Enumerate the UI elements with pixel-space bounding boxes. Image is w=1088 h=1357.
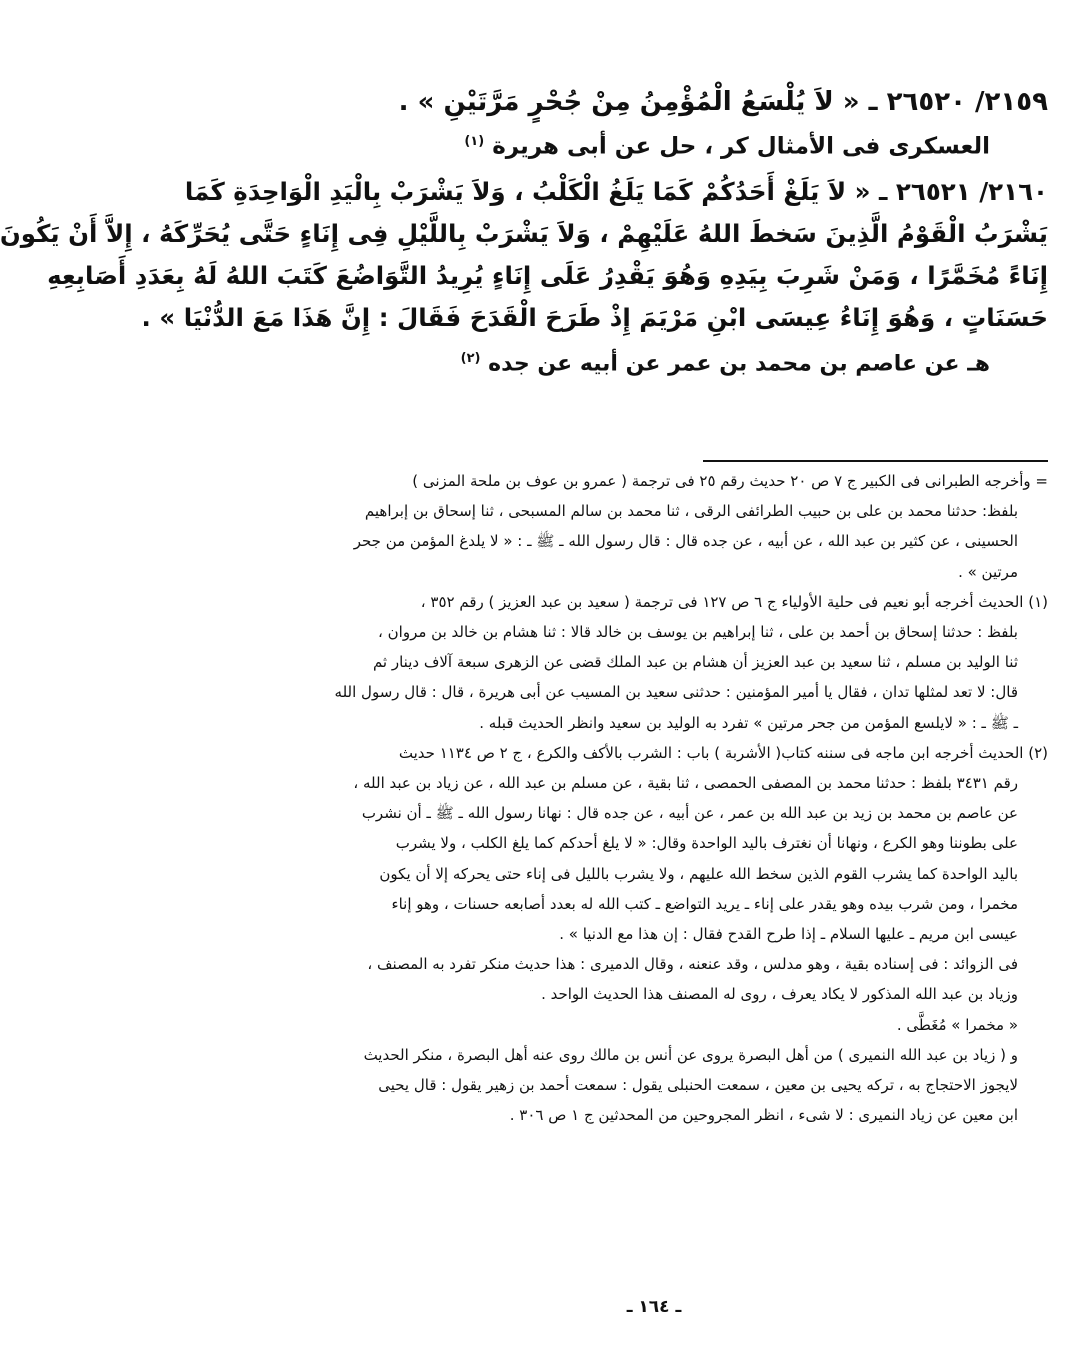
footnote-line: وزياد بن عبد الله المذكور لا يكاد يعرف ، روى له المصنف هذا الحديث الواحد . (541, 985, 1018, 1004)
footnote-ref-1: (١) (464, 134, 485, 149)
hadith-2160 (0, 171, 1048, 339)
footnote-line: و ( زياد بن عبد الله النميرى ) من أهل البصرة يروى عن أنس بن مالك روى عنه أهل البصرة ، منكر الحديث (363, 1045, 1018, 1064)
footnote-line: على بطوننا وهو الكرع ، ونهانا أن نغترف باليد الواحدة وقال: « لا يلغ أحدكم كما يلغ الكلب ، ولا يشرب (395, 834, 1018, 853)
footnote-line: = وأخرجه الطبرانى فى الكبير ج ٧ ص ٢٠ حديث رقم ٢٥ فى ترجمة ( عمرو بن عوف بن ملحة المزنى ) (412, 472, 1048, 490)
footnote-line: (١) الحديث أخرجه أبو نعيم فى حلية الأولياء ج ٦ ص ١٢٧ فى ترجمة ( سعيد بن عبد العزيز ) رقم ٣٥٢ ، (420, 592, 1048, 611)
footnote-line: فى الزوائد : فى إسناده بقية ، وهو مدلس ، وقد عنعنه ، وقال الدميرى : هذا حديث منكر تفرد به المصنف ، (367, 955, 1018, 974)
main-text (0, 82, 1048, 384)
footnote-line: بلفظ : حدثنا إسحاق بن أحمد بن على ، ثنا إبراهيم بن يوسف بن خالد قالا : ثنا هشام بن خالد بن مروان ، (378, 623, 1018, 642)
footnote-line: عيسى ابن مريم ـ عليها السلام ـ إذا طرح القدح فقال : إن هذا مع الدنيا » . (559, 925, 1018, 944)
footnote-line: مخمرا ، ومن شرب بيده وهو يقدر على إناء ـ يريد التواضع ـ كتب الله له بعدد أصابعه حسنات ، وهو إناء (391, 894, 1018, 913)
footnote-2 (260, 738, 1048, 1131)
footnote-1 (260, 587, 1048, 738)
hadith-2160-line: يَشْرَبُ الْقَوْمُ الَّذِينَ سَخطَ اللهُ عَلَيْهِمْ ، وَلاَ يَشْرَبْ بِاللَّيْلِ فِى إِنَاءٍ حَتَّى يُحَرِّكَهُ ، إِلاَّ أَنْ يَكُونَ (0, 218, 1048, 248)
hadith-2159: ٢١٥٩/ ٢٦٥٢٠ ـ « لاَ يُلْسَعُ الْمُؤْمِنُ مِنْ جُحْرٍ مَرَّتَيْنِ » . (398, 87, 1048, 117)
hadith-2160-source (258, 339, 1048, 384)
footnote-line: مرتين » . (958, 562, 1018, 581)
footnote-line: باليد الواحدة كما يشرب القوم الذين سخط الله عليهم ، ولا يشرب بالليل فى إناء حتى يحركه إلا أن يكون (379, 864, 1018, 883)
footnotes (260, 466, 1048, 1130)
footnote-line: الحسينى ، عن كثير بن عبد الله ، عن أبيه ، عن جده قال : قال رسول الله ـ ﷺ ـ : « لا يلدغ المؤمن من جحر (353, 532, 1018, 551)
footnote-line: ـ ﷺ ـ : « لايلسع المؤمن من جحر مرتين » تفرد به الوليد بن سعيد وانظر الحديث قبله . (479, 713, 1018, 732)
footnote-line: عن عاصم بن محمد بن زيد بن عبد الله بن عمر ، عن أبيه ، عن جده قال : نهانا رسول الله ـ ﷺ ـ أن نشرب (361, 804, 1018, 823)
hadith-2160-line: حَسَنَاتٍ ، وَهُوَ إِنَاءُ عِيسَى ابْنِ مَرْيَمَ إِذْ طَرَحَ الْقَدَحَ فَقَالَ : إِنَّ هَذَا مَعَ الدُّنْيَا » . (141, 302, 1048, 332)
hadith-2159-source (258, 122, 1048, 167)
hadith-2160-line: إِنَاءً مُخَمَّرًا ، وَمَنْ شَرِبَ بِيَدِهِ وَهُوَ يَقْدِرُ عَلَى إِنَاءٍ يُرِيدُ التَّوَاضُعَ كَتَبَ اللهُ لَهُ بِعَدَدِ أَصَابِعِهِ (47, 260, 1048, 290)
hadith-2160-line: ٢١٦٠/ ٢٦٥٢١ ـ « لاَ يَلَغْ أَحَدُكُمْ كَمَا يَلَغُ الْكَلْبُ ، وَلاَ يَشْرَبْ بِالْيَدِ الْوَاحِدَةِ كَمَا (184, 176, 1048, 206)
footnote-line: « مخمرا » مُغَطَّى . (896, 1015, 1018, 1034)
footnote-line: رقم ٣٤٣١ بلفظ : حدثنا محمد بن المصفى الحمصى ، ثنا بقية ، عن مسلم بن عبد الله ، عن زياد بن عبد الله ، (353, 774, 1018, 793)
footnote-line: قال: لا تعد لمثلها تدان ، فقال يا أمير المؤمنين : حدثنى سعيد بن المسيب عن أبى هريرة ، قال : قال رسول الله (334, 683, 1018, 702)
page-number: ـ ١٦٤ ـ (626, 1297, 682, 1317)
footnote-line: لايجوز الاحتجاج به ، تركه يحيى بن معين ، سمعت الحنبلى يقول : سمعت أحمد بن زهير يقول : قال يحيى (378, 1076, 1018, 1095)
footnote-line: ابن معين عن زياد النميرى : لا شىء ، انظر المجروحين من المحدثين ج ١ ص ٣٠٦ . (509, 1106, 1018, 1125)
footnote-line: بلفظ: حدثنا محمد بن على بن حبيب الطرائفى الرقى ، ثنا محمد بن سالم المسبحى ، ثنا إسحاق بن إبراهيم (364, 502, 1018, 521)
footnote-line: (٢) الحديث أخرجه ابن ماجه فى سننه كتاب( الأشربة ) باب : الشرب بالأكف والكرع ، ج ٢ ص ١١٣٤ حديث (398, 743, 1048, 762)
source-text: هـ عن عاصم بن محمد بن عمر عن أبيه عن جده (488, 350, 990, 376)
footnote-line: ثنا الوليد بن مسلم ، ثنا سعيد بن عبد العزيز أن هشام بن عبد الملك قضى عن الزهرى سبعة آلاف دينار ثم (372, 653, 1018, 672)
footnote-continuation (260, 466, 1048, 587)
footnote-separator (703, 460, 1048, 462)
footnote-ref-2: (٢) (460, 350, 481, 366)
source-text: العسكرى فى الأمثال كر ، حل عن أبى هريرة (492, 133, 990, 160)
